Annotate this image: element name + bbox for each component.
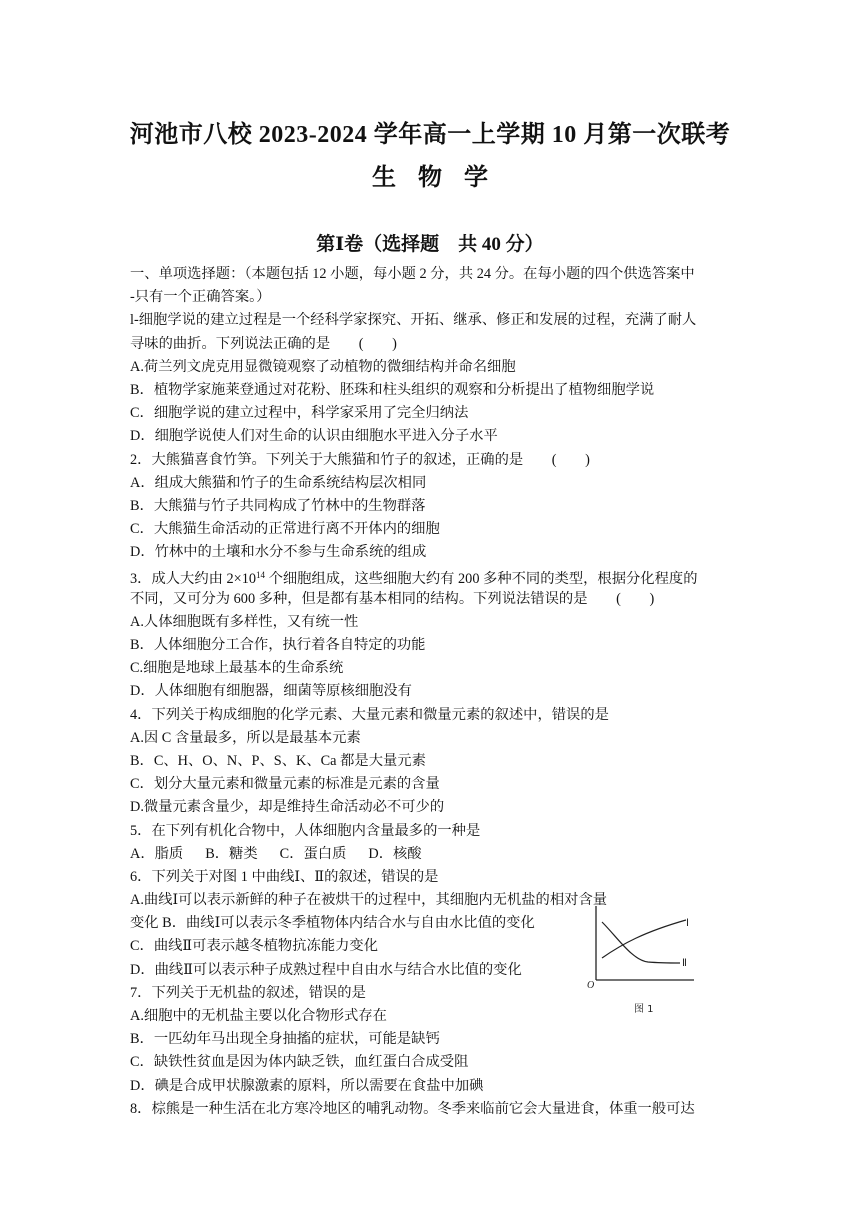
q1-option-d: D．细胞学说使人们对生命的认识由细胞水平进入分子水平: [130, 428, 498, 445]
q7-option-b: B．一匹幼年马出现全身抽搐的症状，可能是缺钙: [130, 1031, 440, 1048]
q6-option-d: D．曲线Ⅱ可以表示种子成熟过程中自由水与结合水比值的变化: [130, 961, 522, 978]
q6-stem: 6．下列关于对图 1 中曲线Ⅰ、Ⅱ的叙述，错误的是: [130, 868, 439, 885]
q7-option-d: D．碘是合成甲状腺激素的原料，所以需要在食盐中加碘: [130, 1077, 484, 1094]
q5-stem: 5．在下列有机化合物中，人体细胞内含量最多的一种是: [130, 822, 481, 839]
curve-2-label: Ⅱ: [682, 958, 687, 969]
section-title: 第Ⅰ卷（选择题 共 40 分）: [316, 234, 544, 255]
q4-option-c: C．划分大量元素和微量元素的标准是元素的含量: [130, 776, 440, 793]
q1-option-c: C．细胞学说的建立过程中，科学家采用了完全归纳法: [130, 405, 469, 422]
q7-stem: 7．下列关于无机盐的叙述，错误的是: [130, 984, 366, 1001]
q3-exponent: 14: [256, 570, 266, 581]
q3-stem-line-2: 不同，又可分为 600 多种，但是都有基本相同的结构。下列说法错误的是 ( ): [130, 590, 655, 607]
q7-option-a: A.细胞中的无机盐主要以化合物形式存在: [130, 1008, 387, 1024]
q4-stem: 4．下列关于构成细胞的化学元素、大量元素和微量元素的叙述中，错误的是: [130, 706, 609, 723]
q3-option-b: B．人体细胞分工合作，执行着各自特定的功能: [130, 637, 426, 653]
q8-stem: 8．棕熊是一种生活在北方寒冷地区的哺乳动物。冬季来临前它会大量进食，体重一般可达: [130, 1100, 695, 1117]
q3-option-c: C.细胞是地球上最基本的生命系统: [130, 660, 344, 677]
curve-1: [602, 920, 686, 958]
q4-option-d: D.微量元素含量少，却是维持生命活动必不可少的: [130, 799, 445, 816]
q5-option-d: D．核酸: [368, 845, 422, 862]
q1-stem-line-2: 寻味的曲折。下列说法正确的是 ( ): [130, 335, 397, 352]
q7-option-c: C．缺铁性贫血是因为体内缺乏铁，血红蛋白合成受阻: [130, 1054, 469, 1071]
q2-option-c: C．大熊猫生命活动的正常进行离不开体内的细胞: [130, 521, 440, 538]
q5-option-b: B．糖类: [205, 845, 258, 862]
exam-title: 河池市八校 2023-2024 学年高一上学期 10 月第一次联考: [129, 122, 731, 148]
q4-option-a: A.因 C 含量最多，所以是最基本元素: [130, 729, 361, 746]
q3-stem-line-1: [130, 564, 730, 587]
section-intro-line-1: 一、单项选择题：（本题包括 12 小题，每小题 2 分，共 24 分。在每小题的四个供选答案中: [130, 266, 695, 282]
q3-stem-part-b: 个细胞组成，这些细胞大约有 200 多种不同的类型，根据分化程度的: [265, 571, 698, 588]
q2-option-a: A．组成大熊猫和竹子的生命系统结构层次相同: [130, 474, 427, 491]
q6-option-c: C．曲线Ⅱ可表示越冬植物抗冻能力变化: [130, 938, 379, 955]
figure-1-caption: 图 1: [634, 1004, 654, 1015]
section-intro-line-2: -只有一个正确答案。）: [130, 289, 271, 306]
q5-option-a: A．脂质: [130, 845, 184, 862]
q5-option-c: C．蛋白质: [279, 845, 347, 862]
q3-stem-part-a: 3．成人大约由 2×10: [130, 571, 257, 588]
curve-1-label: Ⅰ: [686, 918, 689, 929]
curve-2: [602, 922, 680, 963]
q4-option-b: B．C、H、O、N、P、S、K、Ca 都是大量元素: [130, 752, 426, 769]
q2-option-d: D．竹林中的土壤和水分不参与生命系统的组成: [130, 544, 427, 561]
subject-title: 生物学: [372, 165, 510, 191]
origin-label: O: [587, 980, 595, 991]
q3-option-a: A.人体细胞既有多样性，又有统一性: [130, 613, 359, 630]
q6-option-a-cont-b: 变化 B．曲线Ⅰ可以表示冬季植物体内结合水与自由水比值的变化: [130, 915, 535, 932]
q3-option-d: D．人体细胞有细胞器，细菌等原核细胞没有: [130, 683, 412, 700]
q1-option-a: A.荷兰列文虎克用显微镜观察了动植物的微细结构并命名细胞: [130, 358, 516, 375]
q6-option-a: A.曲线Ⅰ可以表示新鲜的种子在被烘干的过程中，其细胞内无机盐的相对含量: [130, 892, 608, 909]
q2-stem: 2．大熊猫喜食竹笋。下列关于大熊猫和竹子的叙述，正确的是 ( ): [130, 451, 590, 468]
q2-option-b: B．大熊猫与竹子共同构成了竹林中的生物群落: [130, 497, 426, 514]
q1-stem-line-1: l-细胞学说的建立过程是一个经科学家探究、开拓、继承、修正和发展的过程，充满了耐人: [130, 312, 697, 329]
q1-option-b: B．植物学家施莱登通过对花粉、胚珠和柱头组织的观察和分析提出了植物细胞学说: [130, 381, 655, 398]
q5-options: [130, 843, 730, 866]
